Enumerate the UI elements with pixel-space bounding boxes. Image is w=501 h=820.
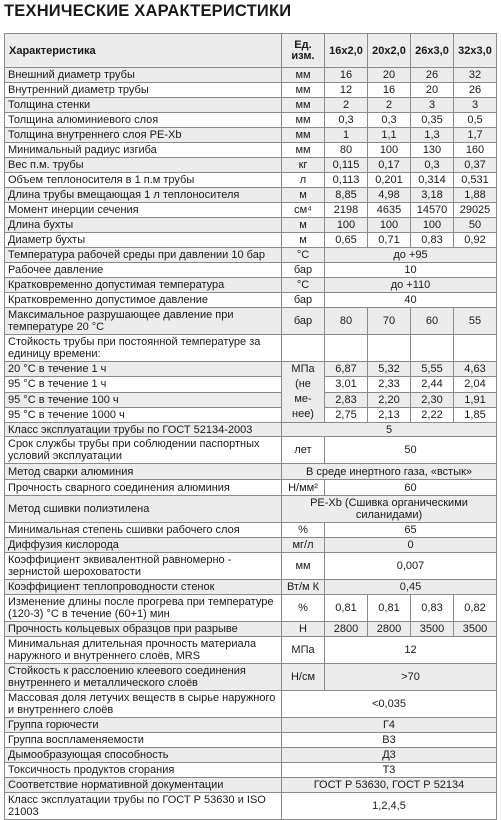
row-unit: °С	[282, 248, 325, 263]
row-unit: см⁴	[282, 203, 325, 218]
row-label: Объем теплоносителя в 1 п.м трубы	[5, 173, 282, 188]
row-value: 0	[325, 538, 497, 553]
row-value: 80	[325, 308, 368, 335]
row-label: Кратковременно допустимое давление	[5, 293, 282, 308]
row-value: до +110	[325, 278, 497, 293]
row-value: до +95	[325, 248, 497, 263]
table-row	[5, 553, 497, 580]
resistance-unit: МПа (не ме- нее)	[282, 362, 325, 423]
table-row	[5, 778, 497, 793]
row-value: 160	[454, 143, 497, 158]
row-value: 1,91	[454, 392, 497, 407]
row-value: 20	[411, 83, 454, 98]
row-label: Минимальная длительная прочность материала наружного и внутреннего слоёв, MRS	[5, 637, 282, 664]
specs-table	[4, 33, 497, 820]
row-unit	[282, 335, 325, 362]
row-value: >70	[325, 664, 497, 691]
row-value: 3	[454, 98, 497, 113]
table-row	[5, 83, 497, 98]
row-label: Диаметр бухты	[5, 233, 282, 248]
row-label: Метод сшивки полиэтилена	[5, 496, 282, 523]
row-value: 0,83	[411, 233, 454, 248]
table-row	[5, 464, 497, 480]
row-value: 0,115	[325, 158, 368, 173]
table-row	[5, 718, 497, 733]
row-value: ГОСТ Р 53630, ГОСТ Р 52134	[282, 778, 497, 793]
row-unit: мм	[282, 553, 325, 580]
table-row	[5, 377, 497, 392]
row-label: Соответствие нормативной документации	[5, 778, 282, 793]
table-row	[5, 392, 497, 407]
row-value: 3	[411, 98, 454, 113]
row-unit: Н	[282, 622, 325, 637]
row-unit: л	[282, 173, 325, 188]
row-label: Метод сварки алюминия	[5, 464, 282, 480]
row-label: Внутренний диаметр трубы	[5, 83, 282, 98]
row-unit: мм	[282, 143, 325, 158]
row-value: 2,22	[411, 407, 454, 422]
table-row	[5, 263, 497, 278]
row-value: 0,45	[325, 580, 497, 595]
row-label: Вес п.м. трубы	[5, 158, 282, 173]
table-row	[5, 218, 497, 233]
row-label: Стойкость трубы при постоянной температуре за единицу времени:	[5, 335, 282, 362]
row-value: 0,65	[325, 233, 368, 248]
row-label: Толщина внутреннего слоя PE-Xb	[5, 128, 282, 143]
row-value: 0,113	[325, 173, 368, 188]
table-row	[5, 580, 497, 595]
row-value: 2,44	[411, 377, 454, 392]
table-row	[5, 664, 497, 691]
table-row	[5, 143, 497, 158]
table-row	[5, 158, 497, 173]
row-value: 0,3	[325, 113, 368, 128]
table-row	[5, 113, 497, 128]
row-value: 12	[325, 83, 368, 98]
row-unit: мм	[282, 98, 325, 113]
row-unit: лет	[282, 437, 325, 464]
row-value: 26	[411, 68, 454, 83]
row-value: 2800	[368, 622, 411, 637]
row-value: 65	[325, 523, 497, 538]
row-label: Группа воспламеняемости	[5, 733, 282, 748]
table-row	[5, 173, 497, 188]
row-label: Класс эксплуатации трубы по ГОСТ Р 53630 и ISO 21003	[5, 793, 282, 820]
table-row	[5, 437, 497, 464]
row-value: Г4	[282, 718, 497, 733]
row-label: Изменение длины после прогрева при температуре (120-3) °С в течение (60+1) мин	[5, 595, 282, 622]
row-value: 40	[325, 293, 497, 308]
row-value: 70	[368, 308, 411, 335]
header-size: 32x3,0	[454, 34, 497, 68]
row-value: 50	[325, 437, 497, 464]
row-value: 0,81	[368, 595, 411, 622]
row-label: Стойкость к расслоению клеевого соединения внутреннего и металлического слоёв	[5, 664, 282, 691]
row-value: 55	[454, 308, 497, 335]
table-row	[5, 362, 497, 377]
table-row	[5, 68, 497, 83]
row-value: 0,92	[454, 233, 497, 248]
row-label: Минимальная степень сшивки рабочего слоя	[5, 523, 282, 538]
row-label: Коэффициент эквивалентной равномерно - зернистой шероховатости	[5, 553, 282, 580]
row-value: <0,035	[282, 691, 497, 718]
row-unit: м	[282, 233, 325, 248]
row-value: 130	[411, 143, 454, 158]
row-value: 60	[411, 308, 454, 335]
row-value: В3	[282, 733, 497, 748]
row-unit: кг	[282, 158, 325, 173]
row-label: Коэффициент теплопроводности стенок	[5, 580, 282, 595]
row-value: 2,04	[454, 377, 497, 392]
row-value: 10	[325, 263, 497, 278]
row-value: 8,85	[325, 188, 368, 203]
row-value: 0,3	[368, 113, 411, 128]
row-label: Прочность сварного соединения алюминия	[5, 480, 282, 496]
row-label: Токсичность продуктов сгорания	[5, 763, 282, 778]
row-value: 0,35	[411, 113, 454, 128]
row-value: 2,33	[368, 377, 411, 392]
table-row	[5, 538, 497, 553]
row-value: 0,71	[368, 233, 411, 248]
row-unit: мм	[282, 68, 325, 83]
row-value: 100	[368, 143, 411, 158]
table-row	[5, 278, 497, 293]
row-value: PE-Xb (Сшивка органическими силанидами)	[282, 496, 497, 523]
row-label: Минимальный радиус изгиба	[5, 143, 282, 158]
row-value: 20	[368, 68, 411, 83]
row-label: Кратковременно допустимая температура	[5, 278, 282, 293]
row-label: Массовая доля летучих веществ в сырье наружного и внутреннего слоёв	[5, 691, 282, 718]
row-value: 1,7	[454, 128, 497, 143]
row-value: 32	[454, 68, 497, 83]
row-value: 0,83	[411, 595, 454, 622]
row-value: 4,63	[454, 362, 497, 377]
row-value	[411, 335, 454, 362]
row-value: 0,5	[454, 113, 497, 128]
row-unit: Вт/м К	[282, 580, 325, 595]
row-value	[325, 335, 368, 362]
row-label: 95 °С в течение 100 ч	[5, 392, 282, 407]
row-label: Прочность кольцевых образцов при разрыве	[5, 622, 282, 637]
row-value: 0,37	[454, 158, 497, 173]
header-unit: Ед. изм.	[282, 34, 325, 68]
row-value: 100	[411, 218, 454, 233]
row-value: 4635	[368, 203, 411, 218]
table-row	[5, 203, 497, 218]
row-value: В среде инертного газа, «встык»	[282, 464, 497, 480]
row-label: Дымообразующая способность	[5, 748, 282, 763]
row-label: Длина бухты	[5, 218, 282, 233]
row-value: 1,2,4,5	[282, 793, 497, 820]
row-value: 100	[368, 218, 411, 233]
row-value: 6,87	[325, 362, 368, 377]
row-value: 2800	[325, 622, 368, 637]
table-row	[5, 733, 497, 748]
row-value: 0,3	[411, 158, 454, 173]
row-label: Максимальное разрушающее давление при температуре 20 °С	[5, 308, 282, 335]
row-unit: Н/мм²	[282, 480, 325, 496]
row-value: 2	[368, 98, 411, 113]
row-value: 3500	[411, 622, 454, 637]
header-characteristic: Характеристика	[5, 34, 282, 68]
row-value: 16	[325, 68, 368, 83]
table-row	[5, 98, 497, 113]
row-value: 5,55	[411, 362, 454, 377]
row-value: 100	[325, 218, 368, 233]
row-label: Длина трубы вмещающая 1 л теплоносителя	[5, 188, 282, 203]
row-unit: °С	[282, 278, 325, 293]
row-unit: бар	[282, 263, 325, 278]
table-row	[5, 496, 497, 523]
table-row	[5, 308, 497, 335]
table-row	[5, 691, 497, 718]
row-unit: Н/см	[282, 664, 325, 691]
row-value: 3,01	[325, 377, 368, 392]
row-value: 0,81	[325, 595, 368, 622]
row-label: Рабочее давление	[5, 263, 282, 278]
row-value: 26	[454, 83, 497, 98]
row-value: 2,20	[368, 392, 411, 407]
table-row	[5, 763, 497, 778]
row-value: 5	[282, 423, 497, 437]
row-label: Срок службы трубы при соблюдении паспортных условий эксплуатации	[5, 437, 282, 464]
header-size: 20x2,0	[368, 34, 411, 68]
row-value: 0,201	[368, 173, 411, 188]
header-size: 26x3,0	[411, 34, 454, 68]
row-value: 1	[325, 128, 368, 143]
table-row	[5, 595, 497, 622]
row-value: 2,75	[325, 407, 368, 422]
row-label: Толщина стенки	[5, 98, 282, 113]
row-value: 80	[325, 143, 368, 158]
row-unit: м	[282, 218, 325, 233]
row-value: 0,82	[454, 595, 497, 622]
row-value: 3,18	[411, 188, 454, 203]
row-unit: мг/л	[282, 538, 325, 553]
table-header-row	[5, 34, 497, 68]
row-value: 0,531	[454, 173, 497, 188]
row-label: Момент инерции сечения	[5, 203, 282, 218]
row-value: Т3	[282, 763, 497, 778]
table-row	[5, 128, 497, 143]
table-row	[5, 407, 497, 422]
table-row	[5, 335, 497, 362]
row-value: 1,88	[454, 188, 497, 203]
row-label: 95 °С в течение 1 ч	[5, 377, 282, 392]
row-value: 1,1	[368, 128, 411, 143]
row-value: 2,83	[325, 392, 368, 407]
row-label: Температура рабочей среды при давлении 10 бар	[5, 248, 282, 263]
table-row	[5, 293, 497, 308]
table-row	[5, 423, 497, 437]
row-value: 16	[368, 83, 411, 98]
row-value: 4,98	[368, 188, 411, 203]
table-row	[5, 793, 497, 820]
row-value: 0,007	[325, 553, 497, 580]
row-value: 0,17	[368, 158, 411, 173]
row-value: 2,13	[368, 407, 411, 422]
row-value: 1,85	[454, 407, 497, 422]
row-value: 60	[325, 480, 497, 496]
row-unit: мм	[282, 83, 325, 98]
row-label: Внешний диаметр трубы	[5, 68, 282, 83]
table-row	[5, 637, 497, 664]
row-value: 2198	[325, 203, 368, 218]
table-row	[5, 248, 497, 263]
row-value	[454, 335, 497, 362]
table-row	[5, 480, 497, 496]
row-value: Д3	[282, 748, 497, 763]
row-label: Диффузия кислорода	[5, 538, 282, 553]
row-label: 95 °С в течение 1000 ч	[5, 407, 282, 422]
row-label: Группа горючести	[5, 718, 282, 733]
row-unit: МПа	[282, 637, 325, 664]
table-row	[5, 523, 497, 538]
row-label: Класс эксплуатации трубы по ГОСТ 52134-2003	[5, 423, 282, 437]
row-value: 3500	[454, 622, 497, 637]
row-value: 5,32	[368, 362, 411, 377]
row-value	[368, 335, 411, 362]
row-unit: мм	[282, 113, 325, 128]
row-value: 12	[325, 637, 497, 664]
row-value: 50	[454, 218, 497, 233]
row-value: 14570	[411, 203, 454, 218]
table-row	[5, 748, 497, 763]
row-value: 0,314	[411, 173, 454, 188]
row-value: 2	[325, 98, 368, 113]
row-unit: %	[282, 523, 325, 538]
row-value: 1,3	[411, 128, 454, 143]
row-label: Толщина алюминиевого слоя	[5, 113, 282, 128]
row-unit: бар	[282, 308, 325, 335]
row-unit: %	[282, 595, 325, 622]
header-size: 16x2,0	[325, 34, 368, 68]
row-unit: м	[282, 188, 325, 203]
table-row	[5, 622, 497, 637]
table-row	[5, 188, 497, 203]
row-value: 2,30	[411, 392, 454, 407]
row-unit: мм	[282, 128, 325, 143]
row-unit: бар	[282, 293, 325, 308]
row-value: 29025	[454, 203, 497, 218]
table-row	[5, 233, 497, 248]
page-title: ТЕХНИЧЕСКИЕ ХАРАКТЕРИСТИКИ	[4, 2, 292, 20]
row-label: 20 °С в течение 1 ч	[5, 362, 282, 377]
